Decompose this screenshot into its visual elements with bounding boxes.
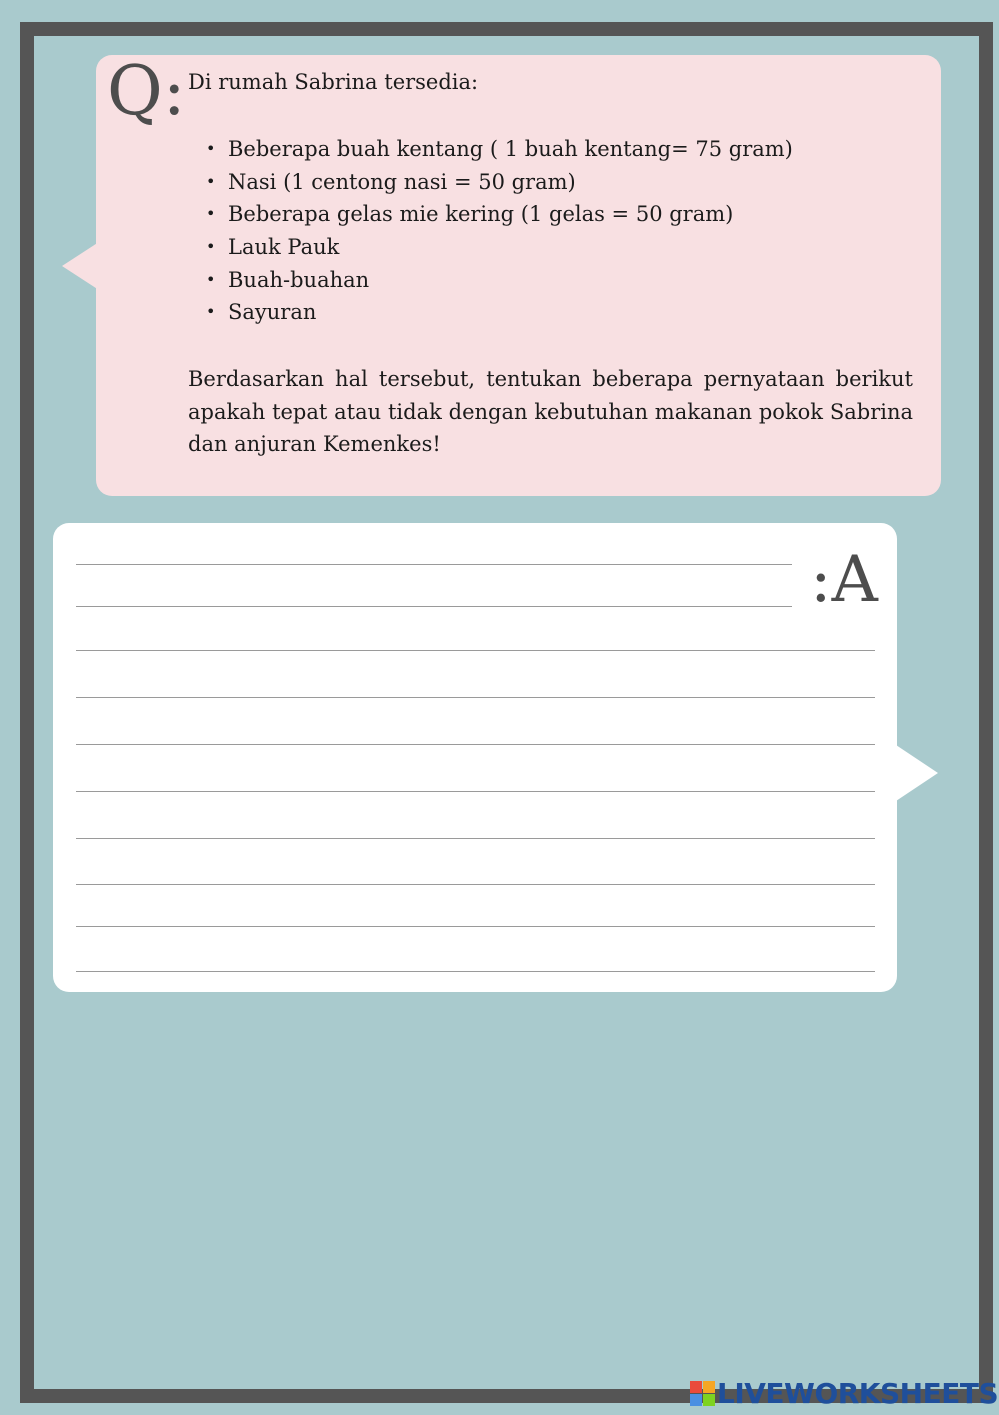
answer-bubble[interactable] [53,523,897,992]
liveworksheets-logo-icon [690,1381,715,1406]
answer-line[interactable] [76,926,875,927]
list-item: • Beberapa buah kentang ( 1 buah kentang= 75 gram) [188,133,793,166]
list-item: • Sayuran [188,296,793,329]
answer-line[interactable] [76,838,875,839]
answer-bubble-tail [896,745,938,801]
bullet-icon: • [206,139,216,158]
list-item: • Nasi (1 centong nasi = 50 gram) [188,166,793,199]
question-paragraph: Berdasarkan hal tersebut, tentukan beberapa pernyataan berikut apakah tepat atau tidak dengan kebutuhan makanan pokok Sabrina dan anjuran Kemenkes! [188,367,913,456]
question-intro: Di rumah Sabrina tersedia: [188,70,479,94]
answer-line[interactable] [76,791,875,792]
answer-line[interactable] [76,650,875,651]
liveworksheets-watermark [690,1377,998,1410]
bullet-icon: • [206,302,216,322]
list-item: • Lauk Pauk [188,231,793,264]
bullet-icon: • [206,237,216,257]
ingredient-list [188,133,793,329]
bullet-icon: • [206,269,216,289]
list-item: • Buah-buahan [188,264,793,297]
question-marker: Q: [107,52,186,131]
bullet-icon: • [206,171,216,191]
answer-line[interactable] [76,884,875,885]
answer-line[interactable] [76,744,875,745]
watermark-text: LIVEWORKSHEETS [717,1377,999,1410]
answer-line[interactable] [76,564,792,565]
answer-line[interactable] [76,606,792,607]
list-item: • Beberapa gelas mie kering (1 gelas = 50 gram) [188,198,793,231]
answer-line[interactable] [76,971,875,972]
answer-marker: :A [810,543,878,617]
answer-line[interactable] [76,697,875,698]
bullet-icon: • [206,204,216,224]
